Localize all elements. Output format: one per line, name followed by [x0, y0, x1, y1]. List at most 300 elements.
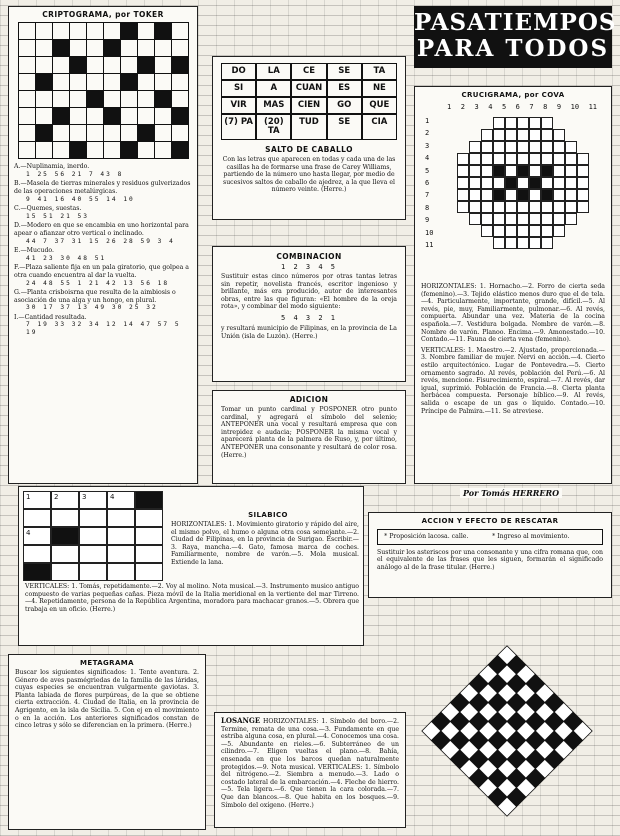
criptograma-cell: [52, 108, 69, 125]
salto-caballo-cell: SI: [221, 80, 256, 97]
criptograma-cell: [86, 74, 103, 91]
criptograma-cell: [137, 91, 154, 108]
silabico-cell: [135, 527, 163, 545]
crucigrama-col-number: 4: [488, 103, 493, 111]
crucigrama-cell: [541, 237, 553, 249]
criptograma-clue-label: B.—Masela de tierras minerales y residuos gulverizados de las operaciones metalúrgicas.: [14, 180, 191, 195]
crucigrama-row-number: 3: [425, 141, 430, 150]
criptograma-cell: [154, 23, 171, 40]
crucigrama-cell: [493, 225, 505, 237]
silabico-cell: [135, 563, 163, 581]
criptograma-cell: [103, 91, 120, 108]
crucigrama-cell: [529, 213, 541, 225]
criptograma-cell: [52, 125, 69, 142]
losange-diamond-grid: [412, 636, 602, 826]
criptograma-cell: [35, 108, 52, 125]
crucigrama-cell: [541, 213, 553, 225]
silabico-cell: [107, 545, 135, 563]
silabico-cell: 1: [23, 491, 51, 509]
criptograma-cell: [103, 125, 120, 142]
crucigrama-cell: [553, 165, 565, 177]
criptograma-clue-numbers: 30 17 37 13 49 30 25 32: [26, 304, 158, 312]
salto-caballo-cell: CUAN: [291, 80, 326, 97]
crucigrama-cell: [565, 165, 577, 177]
crucigrama-col-number: 11: [588, 103, 597, 111]
crucigrama-cell: [553, 177, 565, 189]
crucigrama-cell: [517, 213, 529, 225]
criptograma-cell: [35, 125, 52, 142]
criptograma-cell: [69, 23, 86, 40]
crucigrama-cell: [457, 201, 469, 213]
criptograma-clue-numbers: 44 7 37 31 15 26 28 59 3 4: [26, 237, 175, 245]
crucigrama-cell: [505, 225, 517, 237]
crucigrama-cell: [517, 165, 529, 177]
criptograma-cell: [18, 57, 35, 74]
crucigrama-cell: [469, 213, 481, 225]
crucigrama-col-number: 2: [460, 103, 465, 111]
silabico-cell: 2: [51, 491, 79, 509]
adicion-text: Tomar un punto cardinal y POSPONER otro punto cardinal, y agregará el símbolo del selenio; ANTEPONER una vocal y resultará empresa que con intrepidez e audacia; POSPONER la misma vocal y aparecerá planta de la palmera de Ruso, y, por último, ANTEPONER una consonante y resultará de color rosa. (Herre.): [221, 406, 397, 459]
section-title-line2: PARA TODOS: [416, 35, 610, 62]
crucigrama-cell: [529, 225, 541, 237]
crucigrama-cell: [493, 141, 505, 153]
crucigrama-row-number: 6: [425, 179, 430, 188]
criptograma-cell: [103, 23, 120, 40]
crucigrama-cell: [481, 201, 493, 213]
criptograma-cell: [35, 74, 52, 91]
crucigrama-cell: [577, 153, 589, 165]
crucigrama-cell: [577, 201, 589, 213]
criptograma-cell: [120, 57, 137, 74]
crucigrama-cell: [493, 165, 505, 177]
criptograma-cell: [171, 40, 188, 57]
silabico-cell: [79, 509, 107, 527]
criptograma-title: CRIPTOGRAMA, por TOKER: [42, 10, 164, 19]
salto-caballo-cell: DO: [221, 63, 256, 80]
salto-caballo-text: Con las letras que aparecen en todas y cada una de las casillas ha de formarse una frase de Carey Williams, partiendo de la número uno hasta llegar, por medio de sucesivos saltos de caballo de ajedrez, a la que lleva el número veinte. (Herre.): [222, 156, 396, 194]
criptograma-cell: [171, 108, 188, 125]
criptograma-cell: [86, 40, 103, 57]
crucigrama-col-number: 1: [447, 103, 452, 111]
crucigrama-cell: [529, 237, 541, 249]
rescatar-title: ACCION Y EFECTO DE RESCATAR: [421, 517, 559, 525]
criptograma-cell: [120, 40, 137, 57]
salto-caballo-cell: CIA: [362, 114, 397, 140]
silabico-title: SILABICO: [248, 511, 288, 519]
crucigrama-cell: [481, 153, 493, 165]
crucigrama-cell: [541, 189, 553, 201]
criptograma-cell: [18, 23, 35, 40]
criptograma-cell: [137, 142, 154, 159]
crucigrama-cell: [565, 213, 577, 225]
criptograma-cell: [18, 40, 35, 57]
section-header: [414, 6, 617, 68]
criptograma-clues: [14, 163, 192, 336]
combinacion-text-2: y resultará municipio de Filipinas, en la provincia de La Unión (isla de Luzón). (Herre.): [221, 324, 397, 340]
criptograma-cell: [35, 142, 52, 159]
criptograma-cell: [103, 74, 120, 91]
criptograma-cell: [18, 142, 35, 159]
criptograma-cell: [120, 108, 137, 125]
crucigrama-cell: [469, 177, 481, 189]
salto-caballo-cell: ES: [327, 80, 362, 97]
crucigrama-cell: [517, 141, 529, 153]
crucigrama-cell: [481, 165, 493, 177]
crucigrama-row-number: 7: [425, 191, 430, 200]
criptograma-cell: [171, 142, 188, 159]
criptograma-cell: [120, 91, 137, 108]
crucigrama-cell: [517, 189, 529, 201]
crucigrama-cell: [541, 225, 553, 237]
criptograma-cell: [120, 125, 137, 142]
criptograma-clue-label: F.—Plaza saliente fija en un pala giratorio, que golpea a otra cuando encuentra al dar la vuelta.: [14, 264, 189, 279]
crucigrama-cell: [541, 177, 553, 189]
crucigrama-cell: [517, 117, 529, 129]
criptograma-clue-label: E.—Mucudo.: [14, 247, 54, 255]
adicion-title: ADICION: [289, 395, 329, 404]
crucigrama-row-number: 2: [425, 129, 430, 138]
crucigrama-cell: [481, 213, 493, 225]
criptograma-cell: [154, 91, 171, 108]
criptograma-cell: [18, 125, 35, 142]
rescatar-frame: [377, 529, 603, 545]
criptograma-clue-label: C.—Quemes, suestas.: [14, 205, 82, 213]
criptograma-cell: [69, 74, 86, 91]
crucigrama-cell: [553, 153, 565, 165]
criptograma-clue: [14, 289, 192, 312]
criptograma-cell: [35, 91, 52, 108]
silabico-cell: [79, 545, 107, 563]
crucigrama-cell: [481, 129, 493, 141]
crucigrama-cell: [517, 129, 529, 141]
salto-caballo-cell: SE: [327, 63, 362, 80]
criptograma-cell: [137, 125, 154, 142]
criptograma-clue: [14, 222, 192, 245]
silabico-cell: 3: [79, 491, 107, 509]
criptograma-cell: [137, 40, 154, 57]
silabico-cell: [79, 527, 107, 545]
criptograma-cell: [18, 74, 35, 91]
criptograma-cell: [171, 125, 188, 142]
criptograma-cell: [52, 74, 69, 91]
crucigrama-cell: [457, 189, 469, 201]
crucigrama-cell: [457, 177, 469, 189]
combinacion-title: COMBINACION: [276, 252, 342, 261]
silabico-cell: [23, 545, 51, 563]
crucigrama-cell: [469, 153, 481, 165]
salto-caballo-cell: TUD: [291, 114, 326, 140]
silabico-cell: [51, 509, 79, 527]
criptograma-cell: [35, 40, 52, 57]
crucigrama-cell: [469, 165, 481, 177]
criptograma-cell: [69, 91, 86, 108]
criptograma-cell: [120, 23, 137, 40]
crucigrama-cell: [505, 141, 517, 153]
criptograma-clue-numbers: 1 25 56 21 7 43 8: [26, 170, 124, 178]
criptograma-cell: [154, 74, 171, 91]
crucigrama-cell: [517, 237, 529, 249]
criptograma-clue-numbers: 24 48 55 1 21 42 13 56 18: [26, 279, 170, 287]
silabico-cell: 5: [23, 563, 51, 581]
criptograma-clue-label: G.—Planta crisboisrna que resulta de la aimbiosis o asociación de una alga y un hongo, en plural.: [14, 289, 176, 304]
criptograma-cell: [103, 57, 120, 74]
crucigrama-cell: [529, 177, 541, 189]
crucigrama-cell: [529, 129, 541, 141]
criptograma-cell: [35, 57, 52, 74]
crucigrama-cell: [541, 153, 553, 165]
criptograma-clue-numbers: 9 41 16 40 55 14 10: [26, 195, 135, 203]
crucigrama-box: [414, 86, 612, 484]
criptograma-clue: [14, 180, 192, 203]
crucigrama-cell: [493, 129, 505, 141]
criptograma-cell: [18, 108, 35, 125]
silabico-cell: [135, 545, 163, 563]
crucigrama-cell: [565, 153, 577, 165]
crucigrama-cell: [517, 225, 529, 237]
silabico-cell: [51, 563, 79, 581]
criptograma-clue-numbers: 41 23 30 48 51: [26, 254, 107, 262]
crucigrama-cell: [493, 117, 505, 129]
criptograma-cell: [120, 142, 137, 159]
crucigrama-cell: [505, 129, 517, 141]
criptograma-cell: [171, 74, 188, 91]
crucigrama-col-number: 8: [543, 103, 548, 111]
crucigrama-row-number: 11: [425, 241, 434, 250]
combinacion-box: [212, 246, 406, 382]
crucigrama-cell: [493, 237, 505, 249]
crucigrama-cell: [565, 189, 577, 201]
section-title-line1: PASATIEMPOS: [414, 9, 617, 36]
crucigrama-cell: [553, 225, 565, 237]
crucigrama-cell: [577, 165, 589, 177]
criptograma-cell: [154, 108, 171, 125]
rescatar-box: [368, 512, 612, 598]
criptograma-clue-label: A.—Nuplinamia, inerdo.: [14, 163, 90, 171]
crucigrama-cell: [529, 153, 541, 165]
salto-caballo-cell: CE: [291, 63, 326, 80]
salto-caballo-cell: NE: [362, 80, 397, 97]
criptograma-clue-label: D.—Modero en que se encambia en uno horizontal para apear o afianzar otro vertical o inclinado.: [14, 222, 189, 237]
criptograma-cell: [69, 57, 86, 74]
crucigrama-cell: [469, 201, 481, 213]
salto-caballo-cell: VIR: [221, 97, 256, 114]
silabico-cell: [79, 563, 107, 581]
criptograma-cell: [52, 57, 69, 74]
crucigrama-cell: [541, 141, 553, 153]
salto-caballo-title: SALTO DE CABALLO: [265, 145, 353, 154]
criptograma-cell: [137, 74, 154, 91]
criptograma-box: [8, 6, 198, 484]
crucigrama-cell: [493, 177, 505, 189]
crucigrama-col-number: 5: [501, 103, 507, 111]
crucigrama-cell: [517, 177, 529, 189]
crucigrama-cell: [541, 129, 553, 141]
crucigrama-cell: [493, 201, 505, 213]
adicion-box: [212, 390, 406, 484]
crucigrama-col-number: 10: [570, 103, 580, 111]
crucigrama-cell: [553, 129, 565, 141]
rescatar-frase-2: * Ingreso al movimiento.: [492, 533, 570, 540]
salto-caballo-cell: MAS: [256, 97, 291, 114]
crucigrama-row-number: 1: [425, 117, 430, 125]
criptograma-clue-numbers: 7 19 33 32 34 12 14 47 57 5 19: [26, 321, 181, 337]
crucigrama-cell: [505, 189, 517, 201]
criptograma-cell: [154, 125, 171, 142]
crucigrama-cell: [565, 177, 577, 189]
crucigrama-cell: [553, 141, 565, 153]
crucigrama-cell: [529, 201, 541, 213]
combinacion-numbers: 1 2 3 4 5: [281, 263, 337, 271]
criptograma-cell: [137, 23, 154, 40]
crucigrama-cell: [541, 117, 553, 129]
metagrama-box: [8, 654, 206, 830]
criptograma-cell: [103, 40, 120, 57]
crucigrama-cell: [457, 165, 469, 177]
crucigrama-row-numbers: [425, 115, 433, 251]
losange-text: [221, 717, 399, 809]
rescatar-frase-1: * Proposición lacosa. calle.: [384, 533, 469, 540]
criptograma-cell: [86, 91, 103, 108]
silabico-cell: [135, 491, 163, 509]
salto-caballo-cell: (20) TA: [256, 114, 291, 140]
silabico-cell: [23, 509, 51, 527]
criptograma-cell: [171, 57, 188, 74]
criptograma-grid: [18, 22, 189, 159]
crucigrama-row-number: 10: [425, 228, 434, 237]
crucigrama-cell: [481, 189, 493, 201]
crucigrama-cell: [469, 141, 481, 153]
criptograma-cell: [103, 108, 120, 125]
salto-caballo-cell: QUE: [362, 97, 397, 114]
salto-caballo-cell: LA: [256, 63, 291, 80]
crucigrama-cell: [505, 201, 517, 213]
criptograma-cell: [52, 23, 69, 40]
crucigrama-col-number: 3: [474, 103, 479, 111]
salto-caballo-cell: GO: [327, 97, 362, 114]
crucigrama-cell: [517, 153, 529, 165]
criptograma-cell: [52, 91, 69, 108]
silabico-cell: [51, 527, 79, 545]
criptograma-clue: [14, 314, 192, 337]
crucigrama-cell: [553, 213, 565, 225]
losange-box: [214, 712, 406, 828]
salto-caballo-cell: SE: [327, 114, 362, 140]
criptograma-cell: [171, 91, 188, 108]
criptograma-clue: [14, 247, 192, 262]
crucigrama-col-number: 7: [529, 103, 534, 111]
criptograma-cell: [154, 142, 171, 159]
criptograma-cell: [86, 57, 103, 74]
silabico-cell: 4: [107, 491, 135, 509]
crucigrama-cell: [481, 225, 493, 237]
crucigrama-cell: [505, 213, 517, 225]
criptograma-cell: [137, 57, 154, 74]
criptograma-cell: [86, 108, 103, 125]
silabico-verticales: VERTICALES: 1. Tomás, repetidamente.—2. Voy al molino. Nota musical.—3. Instrumento musico antiguo compuesto de varias pequeñas cañas. Pieza móvil de la Italia meridional en la vertiente del mar Tirreno.—4. Repetidamente, persona de la República Argentina, moradora para machacar granos.—5. Obrera que trabaja en un oficio. (Herre.): [25, 583, 359, 613]
criptograma-cell: [86, 125, 103, 142]
crucigrama-row-number: 9: [425, 216, 430, 225]
crucigrama-cell: [505, 177, 517, 189]
rescatar-text: Sustituir los asteriscos por una consonante y una cifra romana que, con el equivalente de las frases que les siguen, formarán el significado análogo al de la frase titular. (Herre.): [377, 548, 603, 571]
crucigrama-row-number: 8: [425, 203, 430, 212]
salto-caballo-cell: TA: [362, 63, 397, 80]
salto-caballo-grid: [221, 63, 397, 140]
silabico-cell: [107, 527, 135, 545]
losange-title: LOSANGE: [221, 716, 261, 725]
criptograma-cell: [52, 142, 69, 159]
crucigrama-cell: [541, 201, 553, 213]
silabico-horizontales: HORIZONTALES: 1. Movimiento giratorio y rápido del aire, el mismo polvo, el humo o alguna otra cosa semejante.—2. Ciudad de Filipinas, en la provincia de Surigao. Escribir.—3. Raya, mancha.—4. Gato, famosa marca de coches. Familiarmente, nombre de varón.—5. Mola musical. Extiende la lana.: [171, 521, 359, 566]
crucigrama-column-numbers: [447, 103, 597, 111]
criptograma-cell: [154, 40, 171, 57]
crucigrama-cell: [469, 189, 481, 201]
crucigrama-row-number: 4: [425, 154, 430, 163]
crucigrama-cell: [493, 189, 505, 201]
criptograma-clue: [14, 205, 192, 220]
salto-caballo-cell: A: [256, 80, 291, 97]
criptograma-cell: [35, 23, 52, 40]
crucigrama-grid: [457, 117, 589, 249]
crucigrama-cell: [481, 141, 493, 153]
crucigrama-verticales: VERTICALES: 1. Maestro.—2. Ajustado, proporcionada.—3. Nombre familiar de mujer. Nervi en acción.—4. Cierto estilo arquitectónico. Lugar de Pontevedra.—5. Cierto ornamento sagrado. Al revés, población del Perú.—6. Al revés, mencione. Fisurecimiento, espiral.—7. Al revés, dar igual, suprimió. Población de Francia.—8. Cierta planta herbácea compuesta. Personaje bíblico.—9. Al revés, salida o escape de un gas o líquido. Contado.—10. Príncipe de Palmira.—11. Se atreviese.: [421, 346, 605, 415]
crucigrama-cell: [553, 201, 565, 213]
losange-horizontales: HORIZONTALES: 1. Símbolo del boro.—2. Termine, remata de una cosa.—3. Fundamente en que estriba alguna cosa, en plural.—4. Conocemos una cosa.—5. Abundante en rieles.—6. Subterráneo de un cilindro.—7. Eligen vueltas el plano.—8. Bahía, ensenada en que los barcos quedan naturalmente protegidos.—9. Nota musical.: [221, 718, 400, 771]
silabico-box: [18, 486, 364, 646]
crucigrama-col-number: 6: [515, 103, 520, 111]
crucigrama-cell: [505, 117, 517, 129]
crucigrama-horizontales: HORIZONTALES: 1. Hornacho.—2. Forro de cierta seda (femenino).—3. Tejido elástico menos duro que el de tela.—4. Particularmente, importante, grande, difícil.—5. Al revés, pie, muy, Familiarmente, pulmonar.—6. Al revés, compuerta. Abundar una vez. Materia de la cocina española.—7. Vestidura bolgada. Nombre de varón.—8. Nombre de varón. Planoo. Encima.—9. Amonestado.—10. Contado.—11. Fauna de cierta vena (femenino).: [421, 283, 605, 344]
author-credit: Por Tomás HERRERO: [460, 488, 562, 498]
criptograma-cell: [69, 40, 86, 57]
combinacion-text: Sustituir estas cinco números por otras tantas letras sin repetir, novelista francés, escritor ingenioso y brillante, más era producido, autor de interesantes obras, entre las que figuran: «El hombre de la oreja rota», y combinar del modo siguiente:: [221, 273, 397, 311]
crucigrama-cell: [493, 153, 505, 165]
criptograma-cell: [154, 57, 171, 74]
crucigrama-cell: [565, 201, 577, 213]
crucigrama-cell: [481, 177, 493, 189]
crucigrama-cell: [577, 177, 589, 189]
criptograma-cell: [69, 142, 86, 159]
criptograma-clue: [14, 264, 192, 287]
salto-caballo-cell: (7) PA: [221, 114, 256, 140]
losange-verticales: VERTICALES: 1. Símbolo del nitrógeno.—2. Siembra a menudo.—3. Lado o costado lateral de la embarcación.—4. Fleche de hierro.—5. Tela ligera.—6. Que tienen la cara colorada.—7. Que dan blancos.—8. Que habita en los bosques.—9. Símbolo del oxígeno. (Herre.): [221, 763, 399, 809]
crucigrama-cell: [529, 141, 541, 153]
criptograma-cell: [120, 74, 137, 91]
crucigrama-title: CRUCIGRAMA, por COVA: [461, 91, 565, 99]
criptograma-cell: [69, 108, 86, 125]
criptograma-cell: [137, 108, 154, 125]
crucigrama-cell: [565, 141, 577, 153]
silabico-cell: 4: [23, 527, 51, 545]
crucigrama-cell: [541, 165, 553, 177]
crucigrama-cell: [529, 189, 541, 201]
crucigrama-row-number: 5: [425, 166, 430, 175]
crucigrama-col-number: 9: [556, 103, 562, 111]
criptograma-cell: [86, 142, 103, 159]
crucigrama-cell: [505, 237, 517, 249]
criptograma-clue-numbers: 15 51 21 53: [26, 212, 89, 220]
metagrama-title: METAGRAMA: [80, 659, 134, 667]
crucigrama-cell: [493, 213, 505, 225]
crucigrama-cell: [553, 189, 565, 201]
salto-caballo-box: [212, 56, 406, 220]
crucigrama-cell: [529, 117, 541, 129]
crucigrama-cell: [457, 153, 469, 165]
metagrama-text: Buscar los siguientes significados: 1. Tente aventura. 2. Género de aves pasmégriedas de la familia de las láridas, cuyas especies se encuentran vulgarmente gaviotas. 3. Planta labiada de flores purpúreas, de la que se obtiene cierta extracción. 4. Ciudad de Italia, en la provincia de Agrigento, en la isla de Sicilia. 5. Con ej en el movimiento o en la acción. Los anteriores significados constan de cinco letras y sólo se diferencian en la primera. (Herre.): [15, 669, 199, 730]
criptograma-cell: [86, 23, 103, 40]
criptograma-clue: [14, 163, 192, 178]
criptograma-cell: [18, 91, 35, 108]
criptograma-cell: [52, 40, 69, 57]
